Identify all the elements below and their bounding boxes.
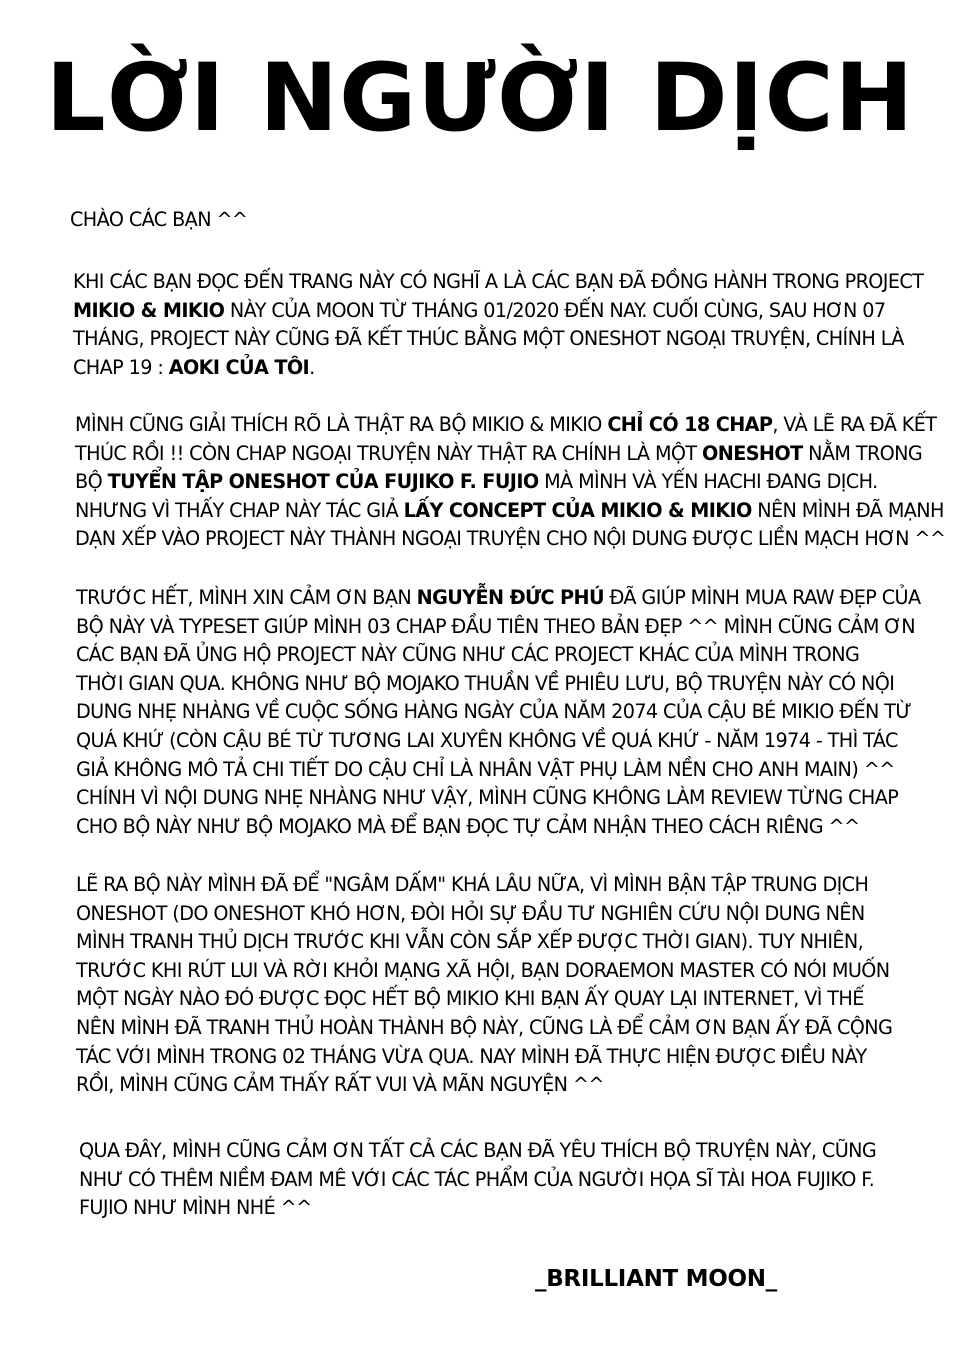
text-segment: NHƯNG VÌ THẤY CHAP NÀY TÁC GIẢ xyxy=(75,498,404,522)
text-line xyxy=(76,813,921,842)
text-line xyxy=(76,957,892,986)
text-segment: NÊN MÌNH ĐÃ MẠNH xyxy=(751,498,944,522)
text-segment: ONESHOT (DO ONESHOT KHÓ HƠN, ĐÒI HỎI SỰ ĐẦU TƯ NGHIÊN CỨU NỘI DUNG NÊN xyxy=(76,901,865,925)
text-segment: CHÍNH VÌ NỘI DUNG NHẸ NHÀNG NHƯ VẬY, MÌNH CŨNG KHÔNG LÀM REVIEW TỪNG CHAP xyxy=(76,786,899,810)
paragraph-thanks xyxy=(76,584,921,841)
text-segment: THÚC RỒI !! CÒN CHAP NGOẠI TRUYỆN NÀY THẬT RA CHÍNH LÀ MỘT xyxy=(75,441,703,465)
text-line xyxy=(73,325,923,354)
text-line xyxy=(79,1166,876,1195)
bold-text: MIKIO & MIKIO xyxy=(73,298,225,322)
text-line xyxy=(73,268,923,297)
text-segment: NÀY CỦA MOON TỪ THÁNG 01/2020 ĐẾN NAY. CUỐI CÙNG, SAU HƠN 07 xyxy=(224,298,886,322)
text-segment: CÁC BẠN ĐÃ ỦNG HỘ PROJECT NÀY CŨNG NHƯ CÁC PROJECT KHÁC CỦA MÌNH TRONG xyxy=(76,643,860,667)
text-line xyxy=(75,468,945,497)
paragraph-project-intro xyxy=(73,268,923,382)
text-segment: GIẢ KHÔNG MÔ TẢ CHI TIẾT DO CẬU CHỈ LÀ NHÂN VẬT PHỤ LÀM NỀN CHO ANH MAIN) ^^ xyxy=(76,757,895,781)
text-line xyxy=(79,1137,876,1166)
text-segment: THÁNG, PROJECT NÀY CŨNG ĐÃ KẾT THÚC BẰNG MỘT ONESHOT NGOẠI TRUYỆN, CHÍNH LÀ xyxy=(73,327,904,351)
text-segment: LẼ RA BỘ NÀY MÌNH ĐÃ ĐỂ "NGÂM DẤM" KHÁ LÂU NỮA, VÌ MÌNH BẬN TẬP TRUNG DỊCH xyxy=(76,873,869,896)
text-segment: CHÀO CÁC BẠN ^^ xyxy=(70,208,248,231)
paragraph-oneshot-explanation xyxy=(75,411,945,554)
paragraph-greeting xyxy=(70,206,247,235)
paragraph-closing xyxy=(79,1137,876,1223)
text-segment: KHI CÁC BẠN ĐỌC ĐẾN TRANG NÀY CÓ NGHĨ A LÀ CÁC BẠN ĐÃ ĐỒNG HÀNH TRONG PROJECT xyxy=(73,270,924,293)
text-segment: TÁC VỚI MÌNH TRONG 02 THÁNG VỪA QUA. NAY MÌNH ĐÃ THỰC HIỆN ĐƯỢC ĐIỀU NÀY xyxy=(76,1044,867,1068)
paragraph-completion-story xyxy=(76,871,892,1100)
text-line xyxy=(79,1194,876,1223)
text-line xyxy=(76,1043,892,1072)
text-line xyxy=(76,928,892,957)
text-segment: BỘ NÀY VÀ TYPESET GIÚP MÌNH 03 CHAP ĐẦU TIÊN THEO BẢN ĐẸP ^^ MÌNH CŨNG CẢM ƠN xyxy=(76,614,915,638)
text-line xyxy=(76,641,921,670)
bold-text: NGUYỄN ĐỨC PHÚ xyxy=(416,586,604,609)
text-segment: QUA ĐÂY, MÌNH CŨNG CẢM ƠN TẤT CẢ CÁC BẠN ĐÃ YÊU THÍCH BỘ TRUYỆN NÀY, CŨNG xyxy=(79,1139,877,1162)
text-segment: NẰM TRONG xyxy=(802,441,923,465)
text-line xyxy=(73,354,923,383)
text-segment: BỘ xyxy=(75,470,108,494)
text-segment: TRƯỚC HẾT, MÌNH XIN CẢM ƠN BẠN xyxy=(76,586,417,609)
text-segment: RỒI, MÌNH CŨNG CẢM THẤY RẤT VUI VÀ MÃN NGUYỆN ^^ xyxy=(76,1073,604,1097)
text-segment: CHO BỘ NÀY NHƯ BỘ MOJAKO MÀ ĐỂ BẠN ĐỌC TỰ CẢM NHẬN THEO CÁCH RIÊNG ^^ xyxy=(76,814,860,838)
text-segment: THỜI GIAN QUA. KHÔNG NHƯ BỘ MOJAKO THUẦN VỀ PHIÊU LƯU, BỘ TRUYỆN NÀY CÓ NỘI xyxy=(76,671,895,695)
bold-text: TUYỂN TẬP ONESHOT CỦA FUJIKO F. FUJIO xyxy=(107,470,539,494)
text-line xyxy=(76,1071,892,1100)
text-line xyxy=(76,900,892,929)
text-line xyxy=(76,670,921,699)
bold-text: ONESHOT xyxy=(702,441,803,465)
text-segment: DẠN XẾP VÀO PROJECT NÀY THÀNH NGOẠI TRUYỆN CHO NỘI DUNG ĐƯỢC LIỀN MẠCH HƠN ^^ xyxy=(75,527,946,551)
text-segment: MÌNH TRANH THỦ DỊCH TRƯỚC KHI VẪN CÒN SẮP XẾP ĐƯỢC THỜI GIAN). TUY NHIÊN, xyxy=(76,930,864,954)
text-segment: DUNG NHẸ NHÀNG VỀ CUỘC SỐNG HÀNG NGÀY CỦA NĂM 2074 CỦA CẬU BÉ MIKIO ĐẾN TỪ xyxy=(76,700,912,724)
bold-text: CHỈ CÓ 18 CHAP xyxy=(607,413,773,436)
text-segment: MÌNH CŨNG GIẢI THÍCH RÕ LÀ THẬT RA BỘ MIKIO & MIKIO xyxy=(75,413,608,436)
text-line xyxy=(76,756,921,785)
text-line xyxy=(75,440,945,469)
text-segment: . xyxy=(309,355,315,379)
text-line xyxy=(76,871,892,900)
text-segment: CHAP 19 : xyxy=(73,355,169,379)
text-line xyxy=(70,206,247,235)
text-segment: NHƯ CÓ THÊM NIỀM ĐAM MÊ VỚI CÁC TÁC PHẨM CỦA NGƯỜI HỌA SĨ TÀI HOA FUJIKO F. xyxy=(79,1167,875,1191)
text-segment: NÊN MÌNH ĐÃ TRANH THỦ HOÀN THÀNH BỘ NÀY, CŨNG LÀ ĐỂ CẢM ƠN BẠN ẤY ĐÃ CỘNG xyxy=(76,1015,893,1039)
text-line xyxy=(75,411,945,440)
text-line xyxy=(76,698,921,727)
text-segment: QUÁ KHỨ (CÒN CẬU BÉ TỪ TƯƠNG LAI XUYÊN KHÔNG VỀ QUÁ KHỨ - NĂM 1974 - THÌ TÁC xyxy=(76,728,898,752)
text-segment: MÀ MÌNH VÀ YẾN HACHI ĐANG DỊCH. xyxy=(538,470,878,494)
bold-text: LẤY CONCEPT CỦA MIKIO & MIKIO xyxy=(403,498,752,522)
text-segment: FUJIO NHƯ MÌNH NHÉ ^^ xyxy=(79,1196,312,1220)
text-line xyxy=(76,985,892,1014)
text-line xyxy=(76,613,921,642)
text-line xyxy=(76,784,921,813)
text-segment: TRƯỚC KHI RÚT LUI VÀ RỜI KHỎI MẠNG XÃ HỘI, BẠN DORAEMON MASTER CÓ NÓI MUỐN xyxy=(76,958,890,982)
text-segment: MỘT NGÀY NÀO ĐÓ ĐƯỢC ĐỌC HẾT BỘ MIKIO KHI BẠN ẤY QUAY LẠI INTERNET, VÌ THẾ xyxy=(76,987,864,1011)
text-line xyxy=(73,297,923,326)
signature: _BRILLIANT MOON_ xyxy=(535,1266,777,1292)
page-title: LỜI NGƯỜI DỊCH xyxy=(45,44,915,153)
text-line xyxy=(75,525,945,554)
text-line xyxy=(76,1014,892,1043)
text-line xyxy=(76,727,921,756)
text-line xyxy=(76,584,921,613)
bold-text: AOKI CỦA TÔI xyxy=(168,355,310,379)
text-line xyxy=(75,497,945,526)
text-segment: , VÀ LẼ RA ĐÃ KẾT xyxy=(772,413,937,436)
text-segment: ĐÃ GIÚP MÌNH MUA RAW ĐẸP CỦA xyxy=(603,586,921,609)
